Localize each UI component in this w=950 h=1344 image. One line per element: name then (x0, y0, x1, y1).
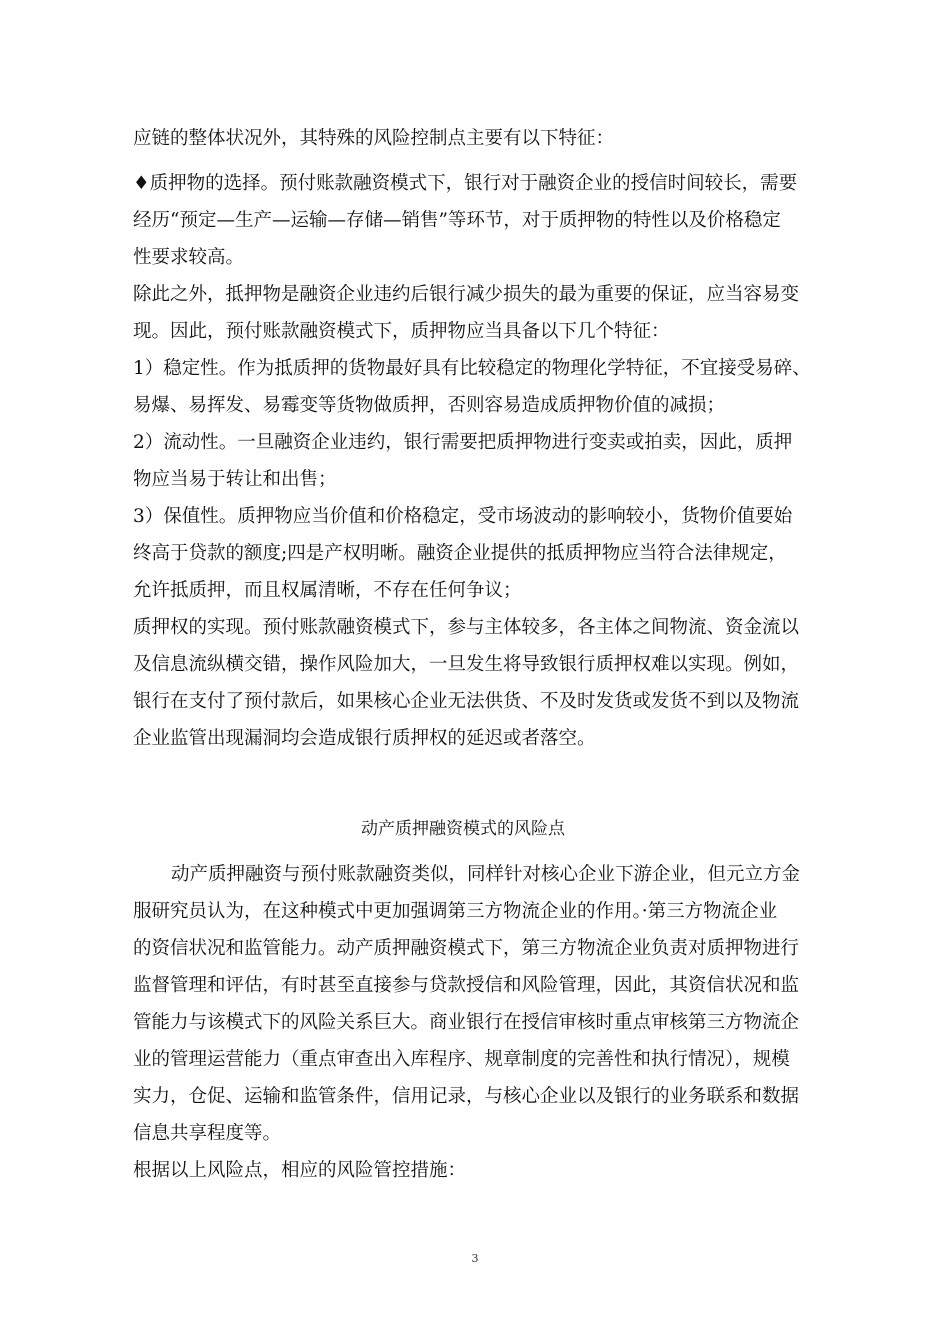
paragraph-line: 动产质押融资与预付账款融资类似，同样针对核心企业下游企业，但元立方金 (171, 864, 801, 885)
paragraph-line: 允许抵质押，而且权属清晰，不存在任何争议； (133, 580, 522, 601)
paragraph-line: ♦质押物的选择。预付账款融资模式下，银行对于融资企业的授信时间较长，需要 (133, 173, 798, 194)
section-heading: 动产质押融资模式的风险点 (361, 819, 565, 839)
collateral-selection-paragraph (133, 165, 833, 276)
paragraph-line: 的资信状况和监管能力。动产质押融资模式下，第三方物流企业负责对质押物进行 (133, 938, 800, 959)
spacer (133, 848, 833, 856)
paragraph-line: 现。因此，预付账款融资模式下，质押物应当具备以下几个特征： (133, 321, 670, 342)
paragraph-line: 监督管理和评估，有时甚至直接参与贷款授信和风险管理，因此，其资信状况和监 (133, 975, 800, 996)
paragraph-line: 信息共享程度等。 (133, 1123, 282, 1144)
intro-line: 应链的整体状况外，其特殊的风险控制点主要有以下特征： (133, 128, 615, 149)
paragraph-line: 服研究员认为，在这种模式中更加强调第三方物流企业的作用。·第三方物流企业 (133, 901, 778, 922)
paragraph-line: 1）稳定性。作为抵质押的货物最好具有比较稳定的物理化学特征，不宜接受易碎、 (133, 358, 811, 379)
measures-intro: 根据以上风险点，相应的风险管控措施： (133, 1160, 467, 1181)
liquidity-item (133, 424, 833, 498)
paragraph-line: 业的管理运营能力（重点审查出入库程序、规章制度的完善性和执行情况），规模 (133, 1049, 790, 1070)
pledge-realization-paragraph (133, 609, 833, 757)
additionally-paragraph (133, 276, 833, 350)
value-preservation-item (133, 498, 833, 609)
paragraph-line: 性要求较高。 (133, 247, 245, 268)
paragraph-line: 企业监管出现漏洞均会造成银行质押权的延迟或者落空。 (133, 728, 596, 749)
paragraph-line: 实力，仓促、运输和监管条件，信用记录，与核心企业以及银行的业务联系和数据 (133, 1086, 800, 1107)
paragraph-line: 易爆、易挥发、易霉变等货物做质押，否则容易造成质押物价值的减损； (133, 395, 726, 416)
paragraph-line: 质押权的实现。预付账款融资模式下，参与主体较多，各主体之间物流、资金流以 (133, 617, 800, 638)
paragraph-line: 2）流动性。一旦融资企业违约，银行需要把质押物进行变卖或拍卖，因此，质押 (133, 432, 793, 453)
page-number: 3 (471, 1252, 479, 1265)
stability-item (133, 350, 833, 424)
paragraph-line: 除此之外，抵押物是融资企业违约后银行减少损失的最为重要的保证，应当容易变 (133, 284, 800, 305)
page-body (133, 120, 833, 1189)
paragraph-line: 管能力与该模式下的风险关系巨大。商业银行在授信审核时重点审核第三方物流企 (133, 1012, 800, 1033)
paragraph-line: 及信息流纵横交错，操作风险加大，一旦发生将导致银行质押权难以实现。例如， (133, 654, 800, 675)
paragraph-line: 3）保值性。质押物应当价值和价格稳定，受市场波动的影响较小，货物价值要始 (133, 506, 793, 527)
paragraph-line: 物应当易于转让和出售； (133, 469, 337, 490)
paragraph-line: 银行在支付了预付款后，如果核心企业无法供货、不及时发货或发货不到以及物流 (133, 691, 800, 712)
spacer (133, 757, 833, 811)
paragraph-line: 终高于贷款的额度;四是产权明晰。融资企业提供的抵质押物应当符合法律规定， (133, 543, 787, 564)
movable-pledge-paragraph (133, 856, 833, 1152)
spacer (133, 157, 833, 165)
paragraph-line: 经历“预定—生产—运输—存储—销售”等环节，对于质押物的特性以及价格稳定 (133, 210, 781, 231)
